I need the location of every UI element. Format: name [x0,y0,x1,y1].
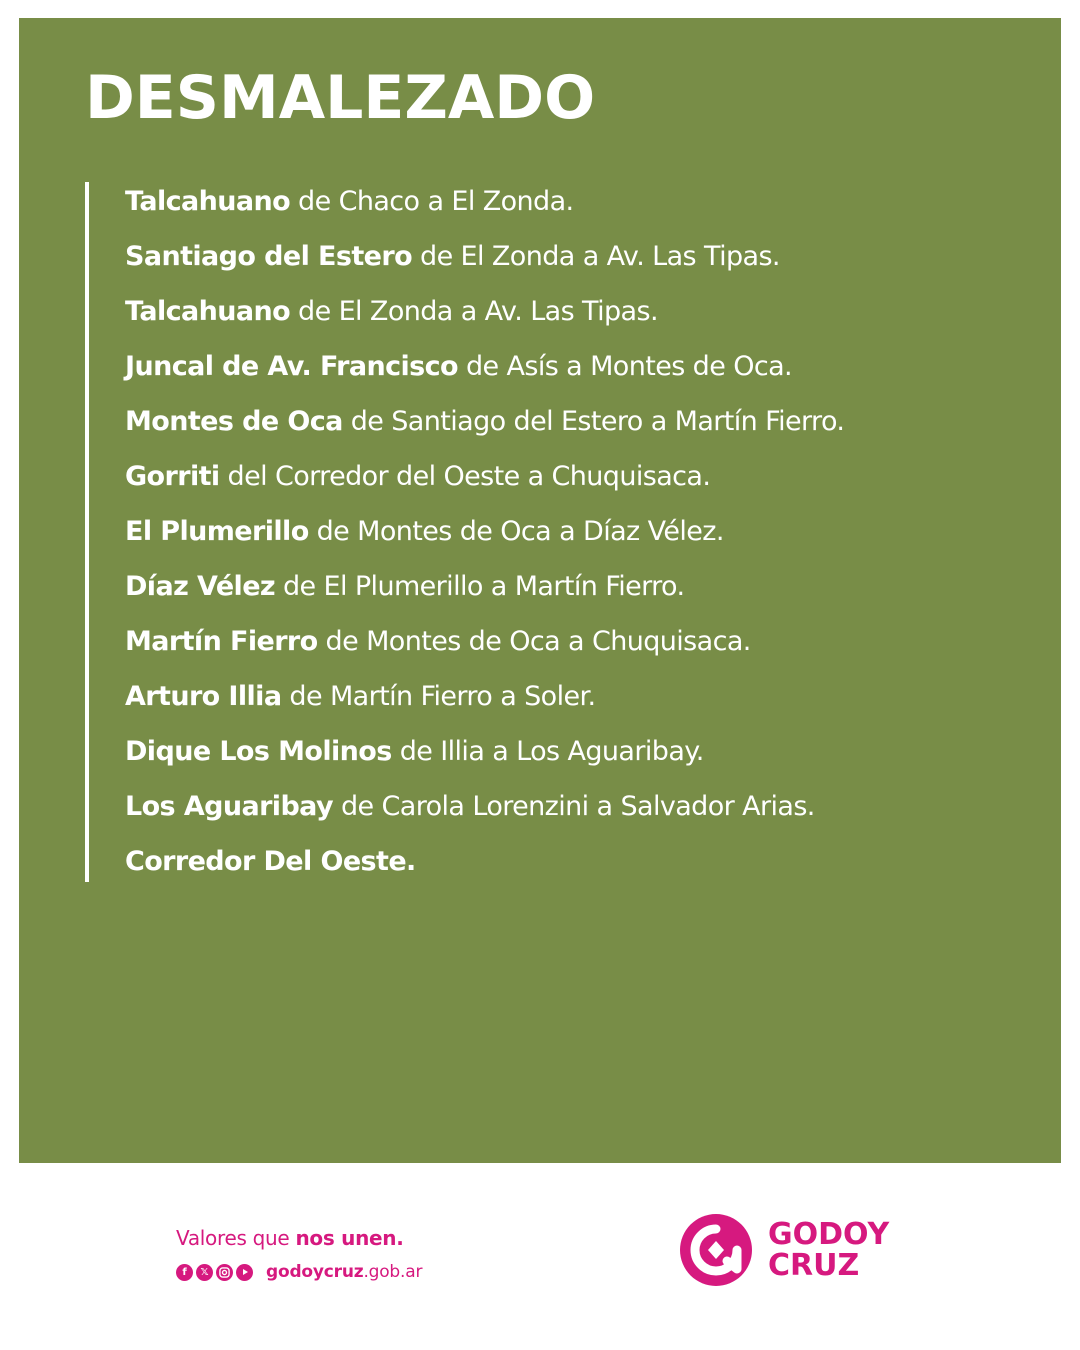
slogan [176,1226,404,1250]
street-range: de El Plumerillo a Martín Fierro. [275,571,685,602]
social-links [176,1262,422,1282]
slogan-bold: nos unen. [295,1226,404,1250]
street-range: de El Zonda a Av. Las Tipas. [412,241,780,272]
street-range: de Chaco a El Zonda. [290,186,574,217]
street-name: Corredor Del Oeste. [125,846,416,877]
street-range: de Montes de Oca a Chuquisaca. [317,626,751,657]
list-item [125,459,1045,514]
street-list [85,182,1045,882]
street-range: de Illia a Los Aguaribay. [391,736,704,767]
logo-line-2: CRUZ [768,1248,860,1283]
youtube-icon[interactable] [236,1264,253,1281]
logo-text [768,1219,889,1281]
street-name: Juncal de Av. Francisco [125,351,458,382]
street-name: Arturo Illia [125,681,282,712]
website-suffix: .gob.ar [363,1262,423,1282]
street-range: de Santiago del Estero a Martín Fierro. [342,406,845,437]
list-item [125,734,1045,789]
list-item [125,789,1045,844]
street-range: de Martín Fierro a Soler. [281,681,596,712]
street-name: Talcahuano [125,296,291,327]
street-name: Talcahuano [125,186,291,217]
website-link[interactable] [266,1262,422,1282]
godoy-cruz-logo [680,1214,889,1286]
street-name: Dique Los Molinos [125,736,392,767]
slogan-regular: Valores que [176,1226,296,1250]
street-range: de El Zonda a Av. Las Tipas. [290,296,658,327]
list-item [125,184,1045,239]
list-item [125,569,1045,624]
list-item [125,514,1045,569]
street-name: El Plumerillo [125,516,309,547]
website-domain: godoycruz [266,1262,364,1282]
list-item [125,844,1045,880]
street-range: del Corredor del Oeste a Chuquisaca. [219,461,711,492]
logo-mark-icon [680,1214,752,1286]
list-item [125,239,1045,294]
street-name: Gorriti [125,461,220,492]
instagram-icon[interactable] [216,1264,233,1281]
street-name: Martín Fierro [125,626,318,657]
x-icon[interactable]: 𝕏 [196,1264,213,1281]
list-item [125,679,1045,734]
street-name: Santiago del Estero [125,241,413,272]
list-item [125,624,1045,679]
facebook-icon[interactable]: f [176,1264,193,1281]
logo-line-1: GODOY [768,1217,890,1252]
street-range: de Asís a Montes de Oca. [457,351,793,382]
street-name: Díaz Vélez [125,571,276,602]
street-range: de Carola Lorenzini a Salvador Arias. [332,791,815,822]
list-item [125,404,1045,459]
street-range: de Montes de Oca a Díaz Vélez. [308,516,724,547]
list-item [125,294,1045,349]
list-item [125,349,1045,404]
page-title: DESMALEZADO [85,63,596,133]
content-panel [19,18,1061,1163]
street-name: Montes de Oca [125,406,343,437]
street-name: Los Aguaribay [125,791,333,822]
